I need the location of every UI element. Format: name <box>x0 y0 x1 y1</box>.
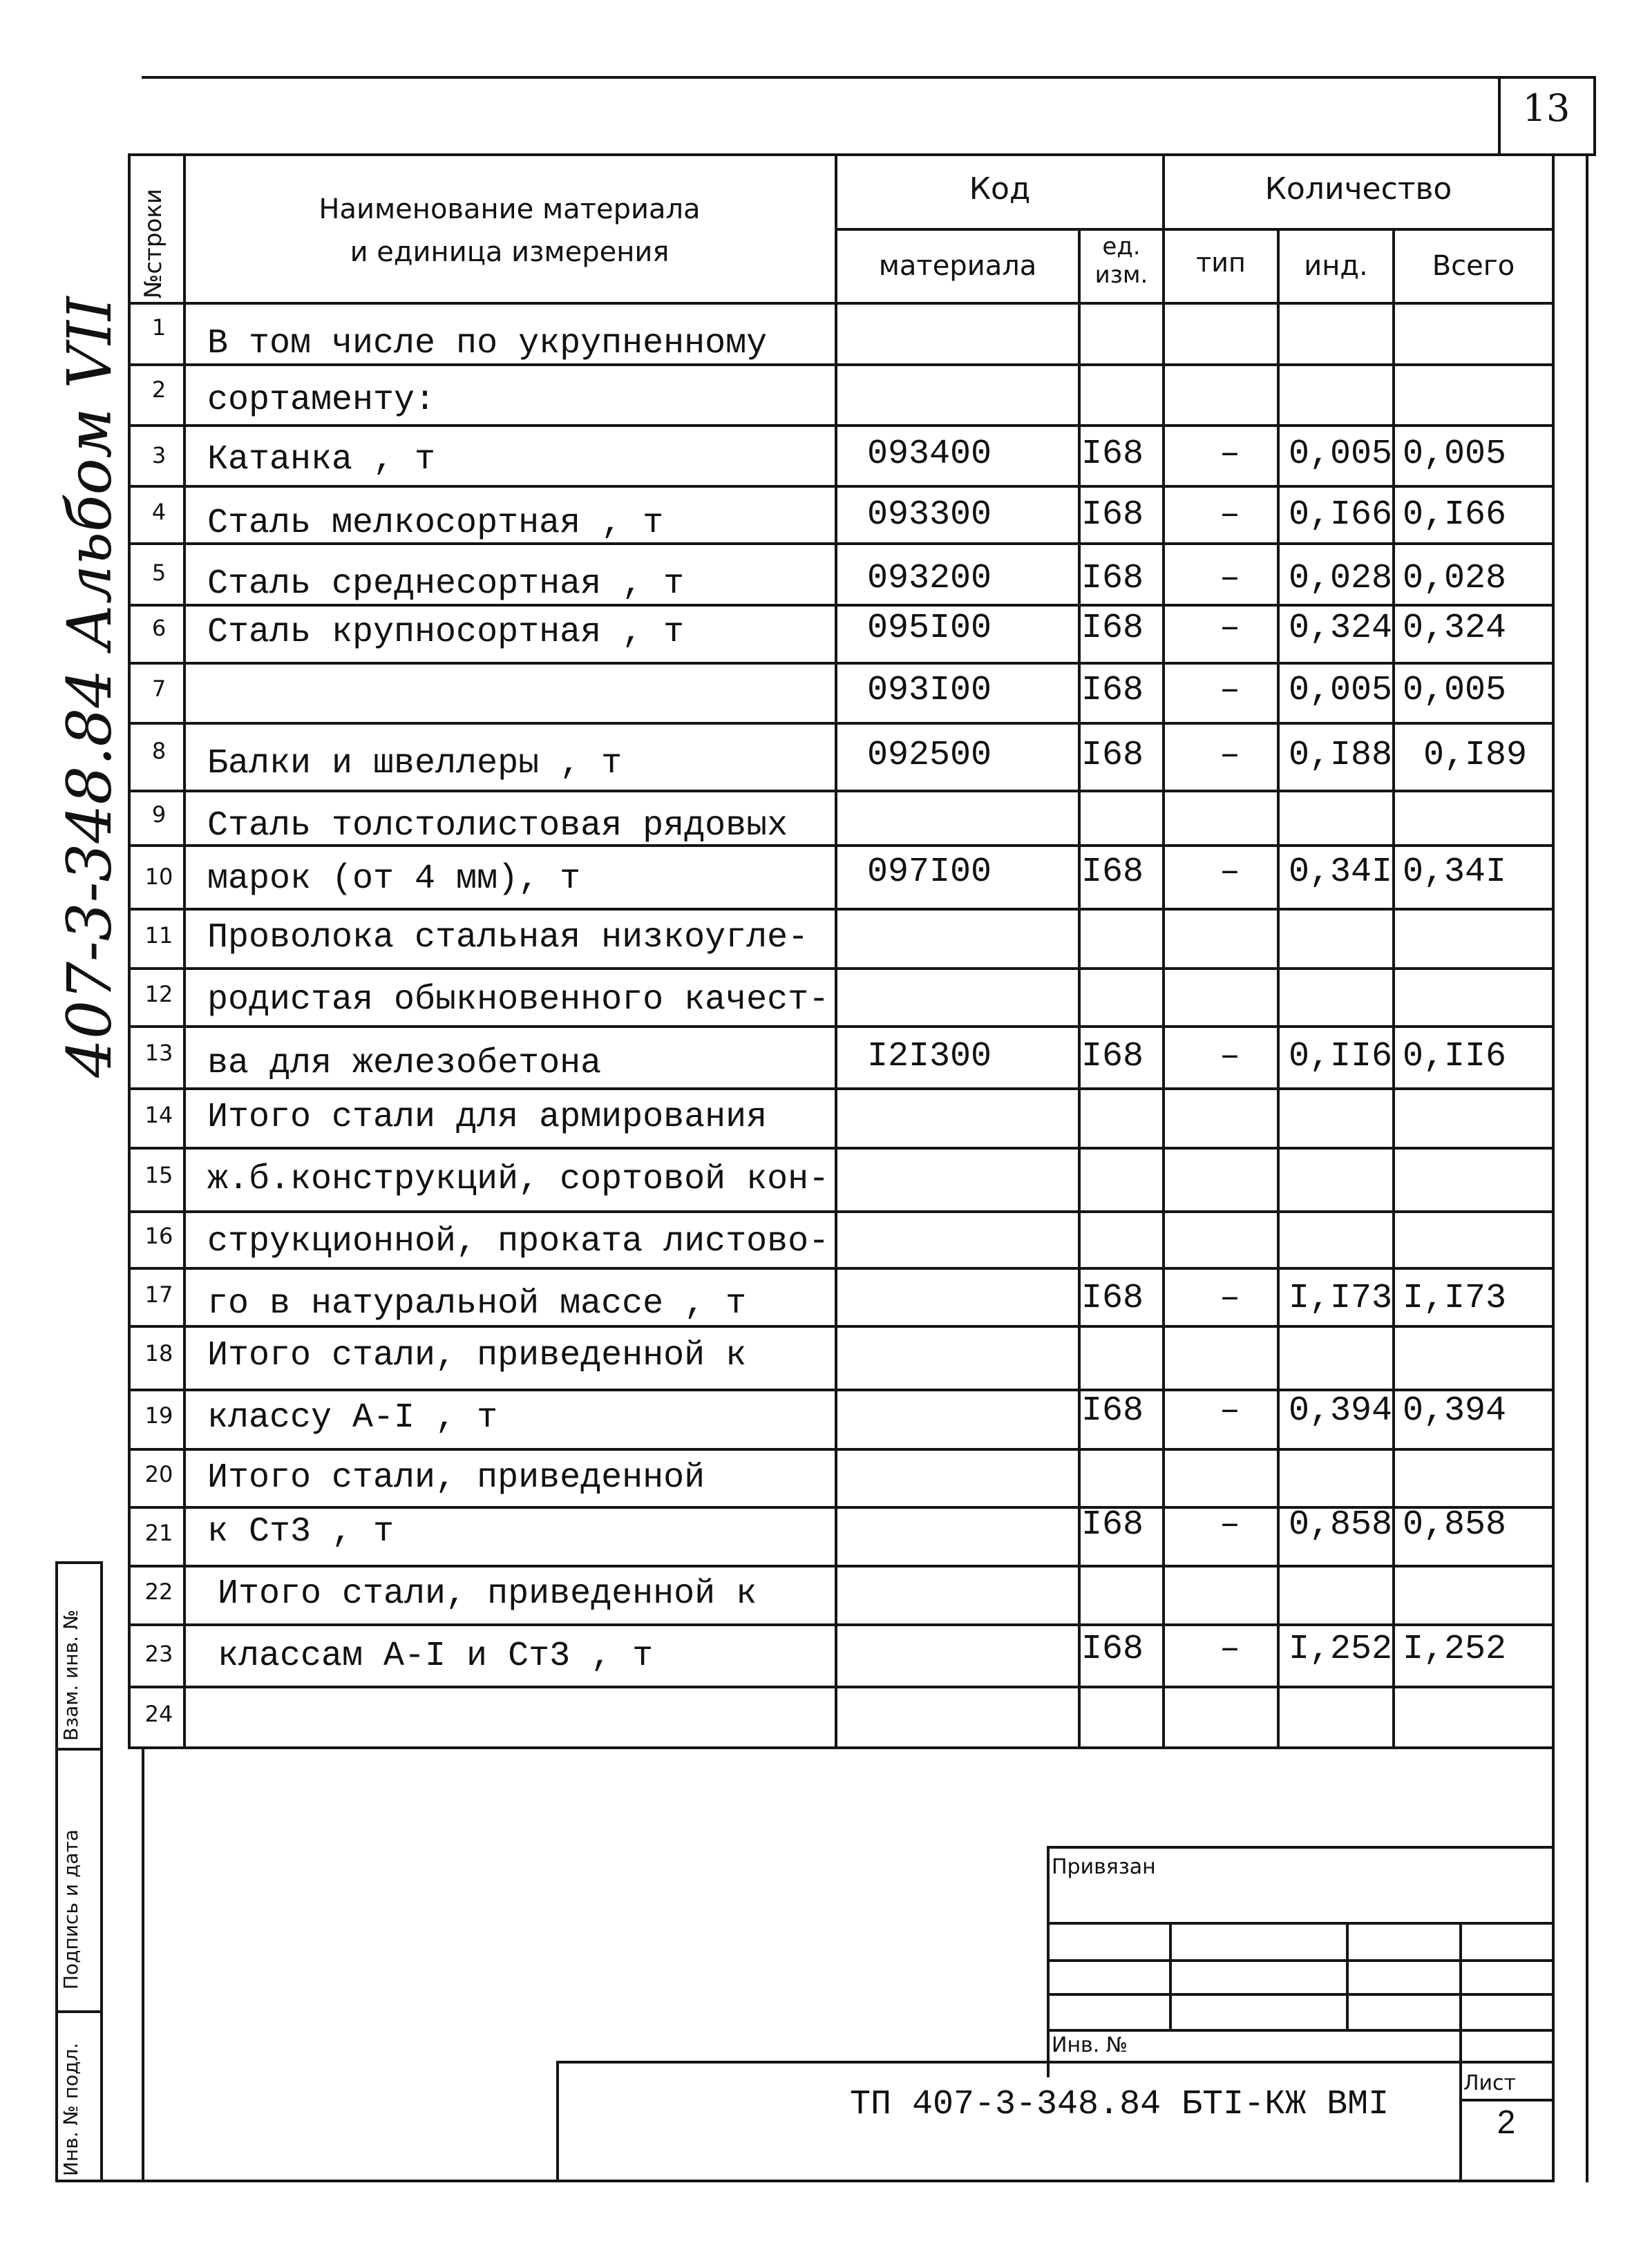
frame-left-lower <box>142 1748 144 2182</box>
row-name: классу А-I , т <box>207 1398 498 1438</box>
row-tip: – <box>1219 671 1240 710</box>
row-name: ж.б.конструкций, сортовой кон- <box>207 1160 830 1199</box>
stamp-col2 <box>1346 1922 1349 2029</box>
table-bottom-line <box>128 1746 1553 1749</box>
row-code: 095I00 <box>867 609 992 648</box>
page-number: 13 <box>1522 86 1571 130</box>
row-ind: 0,005 <box>1289 671 1393 710</box>
row-ind: 0,394 <box>1289 1391 1393 1431</box>
row-number: 4 <box>151 499 167 525</box>
row-tip: – <box>1219 559 1240 598</box>
row-number: 12 <box>144 981 173 1007</box>
header-kolichestvo: Количество <box>1264 171 1452 207</box>
row-total: I,I73 <box>1403 1279 1507 1318</box>
side-stamp-inv-podl: Инв. № подл. <box>59 2042 82 2176</box>
row-code: I2I300 <box>867 1037 992 1076</box>
row-line <box>128 1267 1553 1270</box>
row-total: 0,II6 <box>1403 1037 1507 1076</box>
row-name: Итого стали для армирования <box>207 1098 768 1137</box>
row-code: 093I00 <box>867 671 992 710</box>
row-number: 18 <box>144 1340 173 1366</box>
row-name: В том числе по укрупненному <box>207 324 768 363</box>
row-name: сортаменту: <box>207 381 436 420</box>
col-line-unit <box>1078 228 1081 1748</box>
row-total: 0,I89 <box>1423 736 1528 775</box>
stamp-line2 <box>1047 1959 1553 1962</box>
row-ind: I,252 <box>1289 1630 1393 1669</box>
header-tip: тип <box>1196 247 1246 278</box>
row-total: I,252 <box>1403 1630 1507 1669</box>
header-bottom-line <box>128 302 1553 305</box>
row-number: 1 <box>151 314 167 341</box>
row-number: 17 <box>144 1281 173 1308</box>
stamp-line3 <box>1047 1993 1553 1996</box>
row-code: 093400 <box>867 435 992 474</box>
side-stamp-mid <box>100 1561 103 2182</box>
row-name: Сталь крупносортная , т <box>207 613 685 652</box>
row-ind: 0,028 <box>1289 559 1393 598</box>
header-unit-line1: ед. <box>1102 233 1141 260</box>
row-number: 3 <box>151 442 167 468</box>
row-line <box>128 790 1553 792</box>
header-name-line2: и единица измерения <box>350 236 670 268</box>
row-name: струкционной, проката листово- <box>207 1222 830 1261</box>
row-name: го в натуральной массе , т <box>207 1284 747 1324</box>
row-code: 093300 <box>867 495 992 535</box>
row-number: 10 <box>144 864 173 890</box>
list-number: 2 <box>1497 2104 1516 2141</box>
row-line <box>128 485 1553 488</box>
row-number: 14 <box>144 1102 173 1128</box>
row-number: 16 <box>144 1223 173 1249</box>
row-unit: I68 <box>1081 435 1144 474</box>
stamp-privyazan: Привязан <box>1052 1855 1156 1879</box>
row-unit: I68 <box>1081 1505 1144 1545</box>
frame-right-outer <box>1586 153 1588 2182</box>
side-stamp-podpis: Подпись и дата <box>59 1829 82 1990</box>
row-name: классам А-I и Ст3 , т <box>218 1637 654 1676</box>
list-divider <box>1459 2099 1553 2102</box>
side-stamp-div2 <box>55 2010 103 2013</box>
row-line <box>128 604 1553 607</box>
row-number: 11 <box>144 922 173 949</box>
stamp-line4 <box>1047 2029 1553 2032</box>
row-name: Катанка , т <box>207 440 436 479</box>
row-unit: I68 <box>1081 736 1144 775</box>
header-ind: инд. <box>1304 250 1368 282</box>
header-name-line1: Наименование материала <box>319 193 701 225</box>
stamp-inv-no: Инв. № <box>1052 2033 1128 2057</box>
row-tip: – <box>1219 435 1240 474</box>
row-ind: 0,324 <box>1289 609 1393 648</box>
row-number: 8 <box>151 738 167 764</box>
side-stamp-top <box>55 1561 103 1564</box>
row-number: 19 <box>144 1402 173 1429</box>
row-code: 092500 <box>867 736 992 775</box>
row-line <box>128 722 1553 725</box>
row-total: 0,028 <box>1403 559 1507 598</box>
side-stamp-left <box>55 1561 58 2182</box>
side-stamp-vzam: Взам. инв. № <box>59 1609 82 1741</box>
row-line <box>128 1210 1553 1213</box>
row-ind: 0,II6 <box>1289 1037 1393 1076</box>
row-unit: I68 <box>1081 1391 1144 1431</box>
row-total: 0,394 <box>1403 1391 1507 1431</box>
row-number: 23 <box>144 1641 173 1667</box>
row-line <box>128 1623 1553 1626</box>
row-name: ва для железобетона <box>207 1044 602 1083</box>
row-ind: 0,I88 <box>1289 736 1393 775</box>
list-label: Лист <box>1463 2071 1517 2095</box>
row-tip: – <box>1219 609 1240 648</box>
stamp-top <box>1047 1846 1553 1849</box>
row-line <box>128 363 1553 366</box>
top-border <box>142 76 1596 79</box>
stamp-col3 <box>1459 1922 1462 2182</box>
row-ind: 0,005 <box>1289 435 1393 474</box>
row-line <box>128 1147 1553 1150</box>
frame-right <box>1552 153 1555 2182</box>
row-number: 13 <box>144 1040 173 1066</box>
row-total: 0,858 <box>1403 1505 1507 1545</box>
row-total: 0,005 <box>1403 435 1507 474</box>
row-number: 21 <box>144 1520 173 1546</box>
row-tip: – <box>1219 1279 1240 1318</box>
row-name: марок (от 4 мм), т <box>207 859 581 899</box>
row-tip: – <box>1219 852 1240 892</box>
row-number: 20 <box>144 1461 173 1487</box>
row-ind: I,I73 <box>1289 1279 1393 1318</box>
header-kod: Код <box>969 171 1031 207</box>
row-number: 5 <box>151 560 167 586</box>
row-name: Итого стали, приведенной <box>207 1458 705 1498</box>
row-line <box>128 1565 1553 1567</box>
row-code: 093200 <box>867 559 992 598</box>
row-tip: – <box>1219 1505 1240 1545</box>
row-name: Балки и швеллеры , т <box>207 744 623 783</box>
row-line <box>128 1025 1553 1028</box>
album-side-note: 407-3-348.84 Альбом VII <box>54 296 125 1078</box>
row-line <box>128 662 1553 665</box>
row-code: 097I00 <box>867 852 992 892</box>
row-name: Проволока стальная низкоугле- <box>207 918 809 957</box>
header-row-no: №строки <box>140 189 167 298</box>
row-line <box>128 1325 1553 1328</box>
row-tip: – <box>1219 736 1240 775</box>
row-line <box>128 1448 1553 1451</box>
document-code: ТП 407-3-348.84 БТI-КЖ ВМI <box>850 2085 1389 2124</box>
row-number: 2 <box>151 377 167 403</box>
row-unit: I68 <box>1081 495 1144 535</box>
row-unit: I68 <box>1081 559 1144 598</box>
row-unit: I68 <box>1081 852 1144 892</box>
row-number: 15 <box>144 1162 173 1188</box>
row-unit: I68 <box>1081 1279 1144 1318</box>
title-block-left <box>556 2061 559 2182</box>
row-total: 0,34I <box>1403 852 1507 892</box>
row-name: Итого стали, приведенной к <box>207 1336 747 1375</box>
row-line <box>128 1087 1553 1090</box>
row-name: родистая обыкновенного качест- <box>207 980 830 1020</box>
row-tip: – <box>1219 495 1240 535</box>
row-name: к Ст3 , т <box>207 1512 395 1552</box>
row-name: Сталь мелкосортная , т <box>207 504 664 543</box>
row-name: Сталь толстолистовая рядовых <box>207 806 788 846</box>
row-number: 22 <box>144 1579 173 1605</box>
row-tip: – <box>1219 1037 1240 1076</box>
header-vsego: Всего <box>1432 250 1515 282</box>
row-line <box>128 1686 1553 1688</box>
row-unit: I68 <box>1081 609 1144 648</box>
row-line <box>128 908 1553 911</box>
row-number: 9 <box>151 801 167 828</box>
row-number: 7 <box>151 676 167 702</box>
row-name: Итого стали, приведенной к <box>218 1574 757 1614</box>
stamp-col1 <box>1169 1922 1172 2029</box>
row-tip: – <box>1219 1391 1240 1431</box>
table-top-border <box>128 153 1596 156</box>
row-line <box>128 967 1553 970</box>
header-unit-line2: изм. <box>1094 261 1148 289</box>
row-ind: 0,34I <box>1289 852 1393 892</box>
row-tip: – <box>1219 1630 1240 1669</box>
row-ind: 0,858 <box>1289 1505 1393 1545</box>
row-number: 24 <box>144 1701 173 1727</box>
stamp-line1 <box>1047 1922 1553 1925</box>
row-line <box>128 424 1553 427</box>
col-line-total <box>1392 228 1395 1748</box>
row-number: 6 <box>151 615 167 641</box>
title-block-top <box>556 2061 1553 2064</box>
row-total: 0,324 <box>1403 609 1507 648</box>
row-unit: I68 <box>1081 671 1144 710</box>
side-stamp-div1 <box>55 1748 103 1751</box>
header-material: материала <box>878 250 1037 282</box>
header-mid-line <box>835 228 1553 231</box>
row-ind: 0,I66 <box>1289 495 1393 535</box>
row-name: Сталь среднесортная , т <box>207 564 685 604</box>
row-unit: I68 <box>1081 1037 1144 1076</box>
row-unit: I68 <box>1081 1630 1144 1669</box>
row-total: 0,I66 <box>1403 495 1507 535</box>
row-total: 0,005 <box>1403 671 1507 710</box>
frame-bottom <box>55 2180 1555 2182</box>
